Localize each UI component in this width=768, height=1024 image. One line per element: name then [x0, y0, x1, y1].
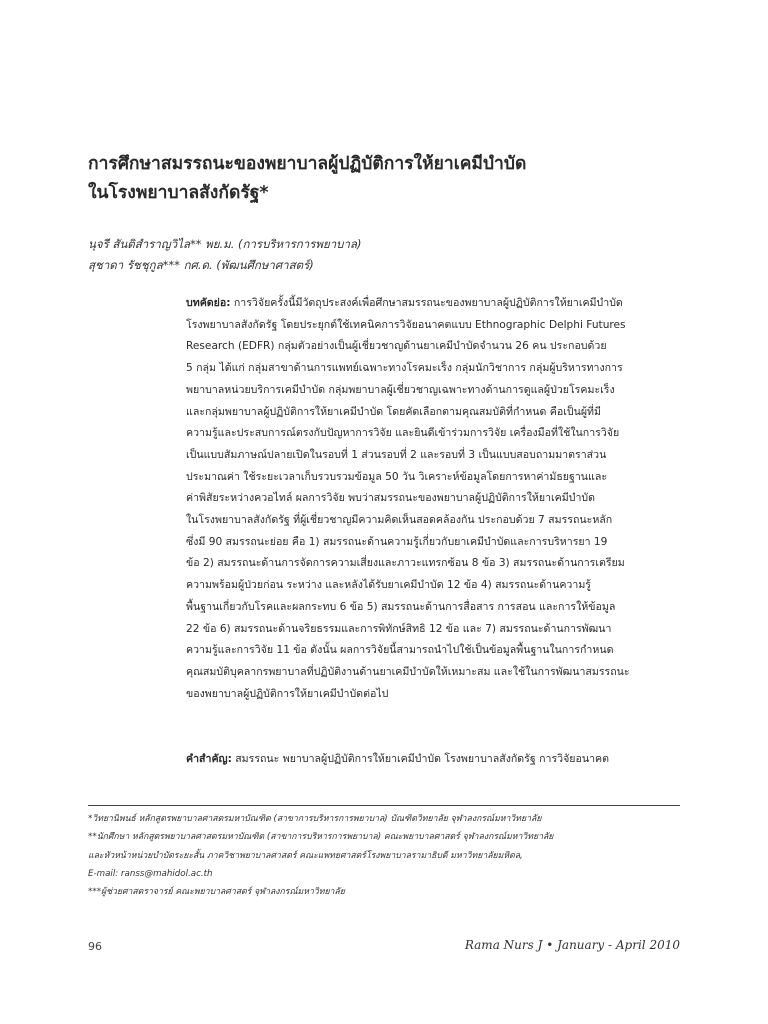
abstract-line: โรงพยาบาลสังกัดรัฐ โดยประยุกต์ใช้เทคนิคการวิจัยอนาคตแบบ Ethnographic Delphi Futures — [186, 318, 626, 331]
author-2: สุชาดา รัชชุกูล*** กศ.ด. (พัฒนศึกษาศาสตร์) — [88, 258, 314, 272]
abstract-line: ของพยาบาลผู้ปฏิบัติการให้ยาเคมีบำบัดต่อไป — [186, 687, 389, 700]
abstract-line: ความรู้และประสบการณ์ตรงกับปัญหาการวิจัย และยินดีเข้าร่วมการวิจัย เครื่องมือที่ใช้ในการวิจัย — [186, 427, 620, 440]
page-number: 96 — [88, 940, 102, 953]
abstract-line: ซึ่งมี 90 สมรรถนะย่อย คือ 1) สมรรถนะด้านความรู้เกี่ยวกับยาเคมีบำบัดและการบริหารยา 19 — [186, 535, 608, 548]
abstract-line: ในโรงพยาบาลสังกัดรัฐ ที่ผู้เชี่ยวชาญมีความคิดเห็นสอดคล้องกัน ประกอบด้วย 7 สมรรถนะหลัก — [186, 514, 613, 527]
abstract-line: Research (EDFR) กลุ่มตัวอย่างเป็นผู้เชี่ยวชาญด้านยาเคมีบำบัดจำนวน 26 คน ประกอบด้วย — [186, 340, 607, 353]
footnote-email: E-mail: ranss@mahidol.ac.th — [88, 868, 213, 879]
abstract-line: เป็นแบบสัมภาษณ์ปลายเปิดในรอบที่ 1 ส่วนรอบที่ 2 และรอบที่ 3 เป็นแบบสอบถามมาตราส่วน — [186, 448, 607, 461]
abstract-line-text: การวิจัยครั้งนี้มีวัตถุประสงค์เพื่อศึกษาสมรรถนะของพยาบาลผู้ปฏิบัติการให้ยาเคมีบำบัด — [233, 297, 623, 309]
footnote: **นักศึกษา หลักสูตรพยาบาลศาสตรมหาบัณฑิต (สาขาการบริหารการพยาบาล) คณะพยาบาลศาสตร์ จุฬาลงกรณ์มหาวิทยาลัย — [88, 832, 554, 843]
title-line-1: การศึกษาสมรรถนะของพยาบาลผู้ปฏิบัติการให้ยาเคมีบำบัด — [88, 154, 527, 174]
author-1: นุจรี สันติสำราญวิไล** พย.ม. (การบริหารการพยาบาล) — [88, 237, 362, 251]
footnote: *วิทยานิพนธ์ หลักสูตรพยาบาลศาสตรมหาบัณฑิต (สาขาการบริหารการพยาบาล) บัณฑิตวิทยาลัย จุฬาลงกรณ์มหาวิทยาลัย — [88, 814, 542, 824]
abstract-line: ความรู้และการวิจัย 11 ข้อ ดังนั้น ผลการวิจัยนี้สามารถนำไปใช้เป็นข้อมูลพื้นฐานในการกำหนด — [186, 644, 614, 657]
keywords-text: สมรรถนะ พยาบาลผู้ปฏิบัติการให้ยาเคมีบำบัด โรงพยาบาลสังกัดรัฐ การวิจัยอนาคต — [235, 753, 610, 765]
footnote-divider — [88, 805, 680, 806]
title-line-2: ในโรงพยาบาลสังกัดรัฐ* — [88, 183, 269, 203]
abstract-line: ค่าพิสัยระหว่างควอไทล์ ผลการวิจัย พบว่าสมรรถนะของพยาบาลผู้ปฏิบัติการให้ยาเคมีบำบัด — [186, 492, 596, 505]
abstract-line: ประมาณค่า ใช้ระยะเวลาเก็บรวบรวมข้อมูล 50 วัน วิเคราะห์ข้อมูลโดยการหาค่ามัธยฐานและ — [186, 470, 608, 483]
abstract-line: และกลุ่มพยาบาลผู้ปฏิบัติการให้ยาเคมีบำบัด โดยคัดเลือกตามคุณสมบัติที่กำหนด คือเป็นผู้ที่มี — [186, 405, 601, 418]
abstract-line: ความพร้อมผู้ป่วยก่อน ระหว่าง และหลังได้รับยาเคมีบำบัด 12 ข้อ 4) สมรรถนะด้านความรู้ — [186, 579, 591, 592]
article-title — [88, 150, 698, 208]
footnote: ***ผู้ช่วยศาสตราจารย์ คณะพยาบาลศาสตร์ จุฬาลงกรณ์มหาวิทยาลัย — [88, 887, 345, 898]
journal-running-footer: Rama Nurs J • January - April 2010 — [464, 938, 680, 952]
footnote: และหัวหน้าหน่วยบำบัดระยะสั้น ภาควิชาพยาบาลศาสตร์ คณะแพทยศาสตร์โรงพยาบาลรามาธิบดี มหาวิทยาลัยมหิดล, — [88, 850, 523, 861]
keywords — [186, 749, 680, 770]
abstract-line: 5 กลุ่ม ได้แก่ กลุ่มสาขาด้านการแพทย์เฉพาะทางโรคมะเร็ง กลุ่มนักวิชาการ กลุ่มผู้บริหารทางการ — [186, 362, 623, 375]
keywords-label: คำสำคัญ: — [186, 753, 232, 765]
footnotes — [88, 810, 688, 901]
abstract — [186, 293, 680, 705]
abstract-line: พื้นฐานเกี่ยวกับโรคและผลกระทบ 6 ข้อ 5) สมรรถนะด้านการสื่อสาร การสอน และการให้ข้อมูล — [186, 600, 616, 613]
abstract-line: ข้อ 2) สมรรถนะด้านการจัดการความเสี่ยงและภาวะแทรกซ้อน 8 ข้อ 3) สมรรถนะด้านการเตรียม — [186, 557, 625, 570]
author-list — [88, 234, 688, 276]
abstract-line: คุณสมบัติบุคลากรพยาบาลที่ปฏิบัติงานด้านยาเคมีบำบัดให้เหมาะสม และใช้ในการพัฒนาสมรรถนะ — [186, 665, 630, 678]
abstract-label: บทคัดย่อ: — [186, 297, 231, 309]
abstract-line — [186, 293, 680, 315]
abstract-line: 22 ข้อ 6) สมรรถนะด้านจริยธรรมและการพิทักษ์สิทธิ 12 ข้อ และ 7) สมรรถนะด้านการพัฒนา — [186, 622, 612, 635]
abstract-line: พยาบาลหน่วยบริการเคมีบำบัด กลุ่มพยาบาลผู้เชี่ยวชาญเฉพาะทางด้านการดูแลผู้ป่วยโรคมะเร็ง — [186, 383, 615, 396]
